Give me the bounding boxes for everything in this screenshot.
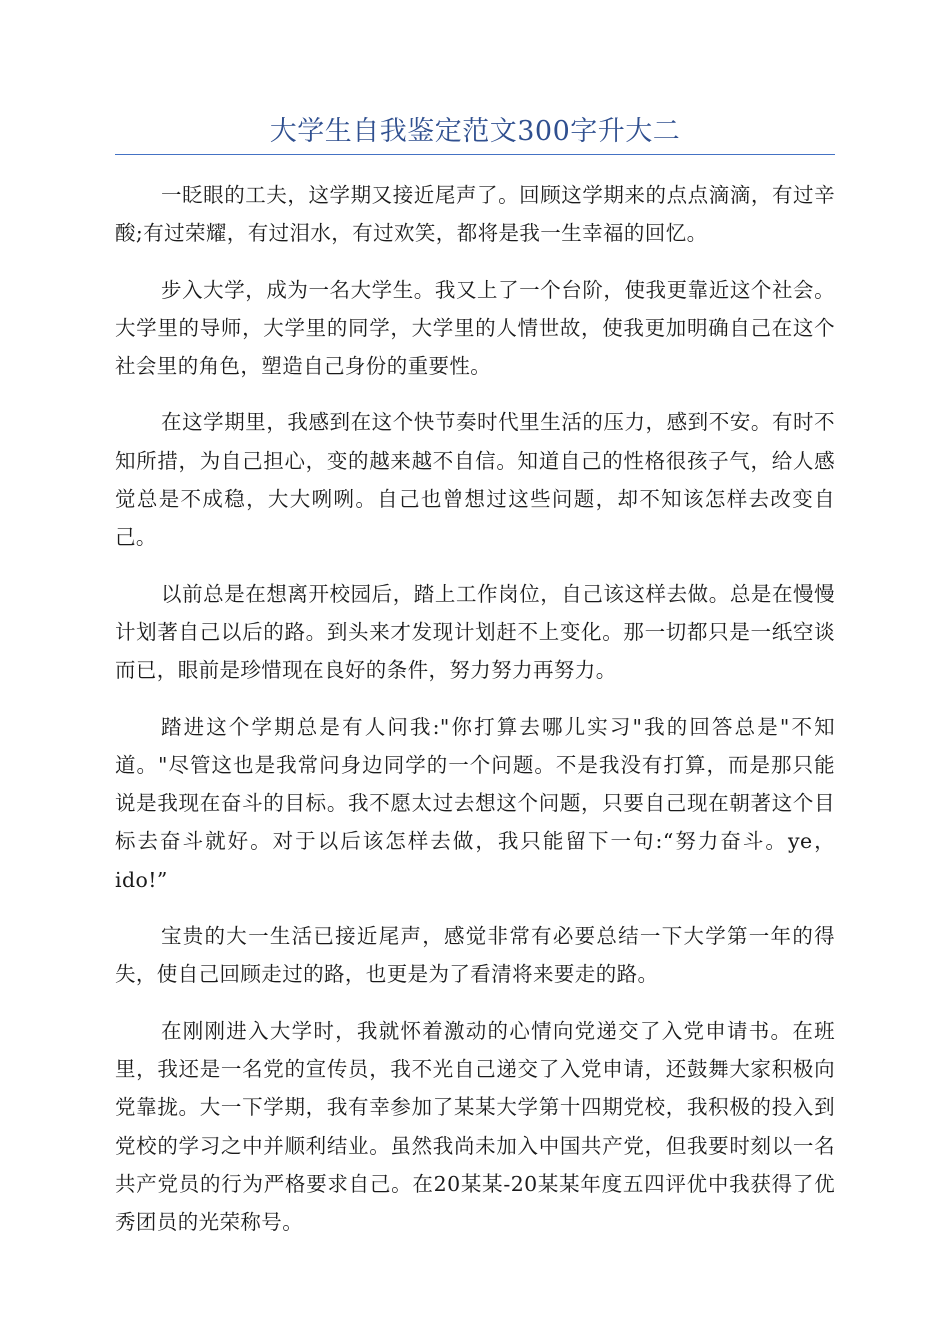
- paragraph-6: 宝贵的大一生活已接近尾声，感觉非常有必要总结一下大学第一年的得失，使自己回顾走过的路，也更是为了看清将来要走的路。: [115, 924, 835, 987]
- paragraph-1: 一眨眼的工夫，这学期又接近尾声了。回顾这学期来的点点滴滴，有过辛酸;有过荣耀，有过泪水，有过欢笑，都将是我一生幸福的回忆。: [115, 183, 835, 246]
- document-body: [115, 176, 835, 1259]
- paragraph-5: 踏进这个学期总是有人问我:"你打算去哪儿实习"我的回答总是"不知道。"尽管这也是我常问身边同学的一个问题。不是我没有打算，而是那只能说是我现在奋斗的目标。我不愿太过去想这个问题，只要自己现在朝著这个目标去奋斗就好。对于以后该怎样去做，我只能留下一句:“努力奋斗。ye，ido!”: [115, 714, 835, 892]
- paragraph-2: 步入大学，成为一名大学生。我又上了一个台阶，使我更靠近这个社会。大学里的导师，大学里的同学，大学里的人情世故，使我更加明确自己在这个社会里的角色，塑造自己身份的重要性。: [115, 277, 835, 379]
- paragraph-4: 以前总是在想离开校园后，踏上工作岗位，自己该这样去做。总是在慢慢计划著自己以后的路。到头来才发现计划赶不上变化。那一切都只是一纸空谈而已，眼前是珍惜现在良好的条件，努力努力再努力。: [115, 581, 835, 683]
- paragraph-3: 在这学期里，我感到在这个快节奏时代里生活的压力，感到不安。有时不知所措，为自己担心，变的越来越不自信。知道自己的性格很孩子气，给人感觉总是不成稳，大大咧咧。自己也曾想过这些问题，却不知该怎样去改变自己。: [115, 410, 835, 550]
- title-underline: [115, 154, 835, 155]
- document-title: 大学生自我鉴定范文300字升大二: [269, 116, 681, 147]
- paragraph-7: 在刚刚进入大学时，我就怀着激动的心情向党递交了入党申请书。在班里，我还是一名党的宣传员，我不光自己递交了入党申请，还鼓舞大家积极向党靠拢。大一下学期，我有幸参加了某某大学第十四期党校，我积极的投入到党校的学习之中并顺利结业。虽然我尚未加入中国共产党，但我要时刻以一名共产党员的行为严格要求自己。在20某某-20某某年度五四评优中我获得了优秀团员的光荣称号。: [115, 1018, 835, 1235]
